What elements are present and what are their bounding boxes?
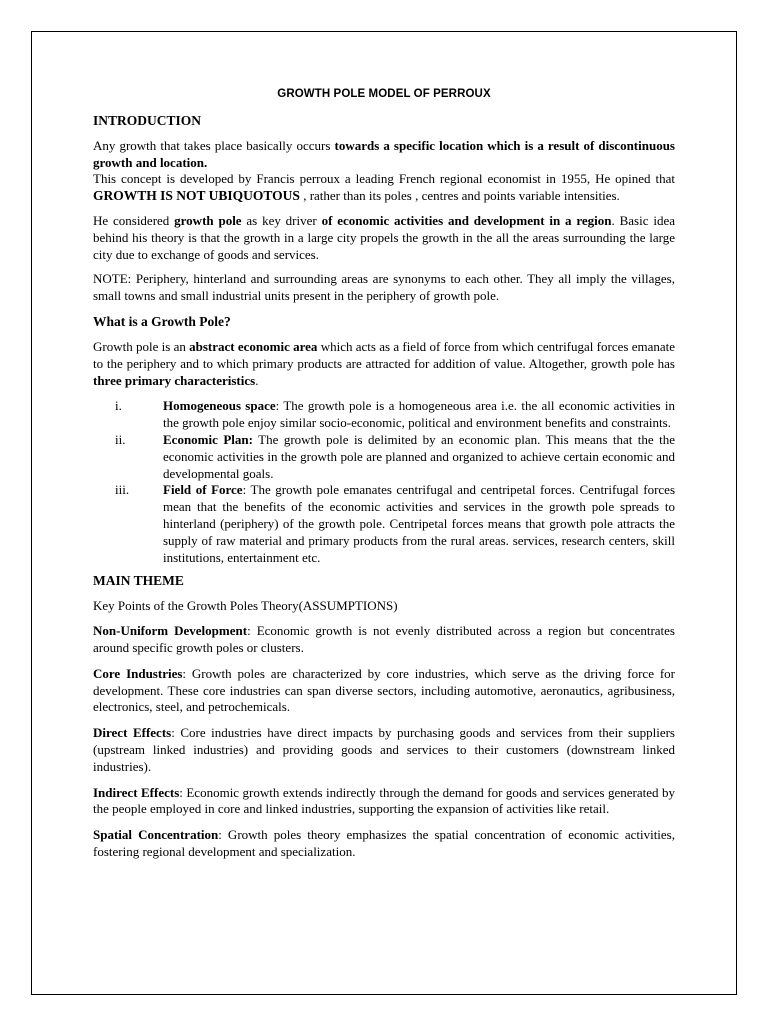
characteristic-text: The growth pole is delimited by an economic plan. This means that the the economic activities in the growth pole are planned and organized to achieve certain economic and developmental goals. [163, 431, 675, 481]
characteristic-term: Economic Plan: [163, 431, 253, 447]
intro-text: , rather than its poles , centres and points variable intensities. [299, 188, 620, 204]
characteristic-term: Homogeneous space [163, 398, 276, 414]
list-number: ii. [115, 431, 126, 447]
intro-paragraph-2 [93, 171, 675, 205]
list-number: i. [115, 398, 122, 414]
characteristic-item [93, 398, 675, 432]
key-point-term: Core Industries [93, 665, 183, 681]
what-is-paragraph [93, 339, 675, 389]
key-point-term: Spatial Concentration [93, 827, 219, 843]
intro-text: This concept is developed by Francis perroux a leading French regional economist in 1955, He opined that [93, 171, 675, 187]
document-body [93, 86, 675, 870]
body-text: . [255, 372, 259, 388]
characteristic-term: Field of Force [163, 482, 243, 498]
key-point-text: : Economic growth is not evenly distributed across a region but concentrates around specific growth poles or clusters. [93, 623, 675, 655]
note-paragraph: NOTE: Periphery, hinterland and surrounding areas are synonyms to each other. They all imply the villages, small towns and small industrial units present in the periphery of growth pole. [93, 271, 675, 304]
key-point-paragraph [93, 785, 675, 819]
key-point-paragraph [93, 827, 675, 861]
key-point-paragraph [93, 725, 675, 775]
key-point-text: : Core industries have direct impacts by purchasing goods and services from their suppliers (upstream linked industries) and providing goods and services to their customers (downstream linked industries). [93, 725, 675, 774]
list-number: iii. [115, 482, 130, 498]
intro-paragraph-1 [93, 138, 675, 172]
intro-text: Any growth that takes place basically occurs [93, 137, 335, 153]
key-point-paragraph [93, 666, 675, 716]
key-point-text: : Economic growth extends indirectly through the demand for goods and services generated by the people employed in core and linked industries, supporting the expansion of activities like retail. [93, 784, 676, 817]
characteristic-text: : The growth pole emanates centrifugal and centripetal forces. Centrifugal forces mean that the benefits of the economic activities and services in the growth pole spreads to hinterland (periphery) of the growth pole. Centripetal forces means that growth pole attracts the supply of raw material and primary products from the rural areas. services, research centers, skill institutions, entertainment etc. [163, 482, 676, 565]
key-point-term: Indirect Effects [93, 784, 180, 800]
document-title: GROWTH POLE MODEL OF PERROUX [277, 88, 491, 100]
key-points-line: Key Points of the Growth Poles Theory(ASSUMPTIONS) [93, 598, 398, 614]
bold-text: three primary characteristics [93, 372, 256, 388]
characteristic-item [93, 432, 675, 482]
characteristics-list [93, 398, 675, 566]
what-is-growth-pole-heading: What is a Growth Pole? [93, 313, 231, 329]
intro-text: . Basic idea behind his theory is that the growth in a large city propels the growth in the all the areas surrounding the large city due to exchange of goods and services. [93, 212, 675, 262]
intro-bold-text: of economic activities and development in a region [321, 212, 612, 228]
characteristic-item [93, 482, 675, 566]
intro-bold-text: growth pole [174, 212, 242, 228]
key-point-paragraph [93, 623, 675, 657]
key-point-term: Non-Uniform Development [93, 623, 248, 639]
intro-emphasis: GROWTH IS NOT UBIQUOTOUS [93, 188, 300, 204]
intro-text: He considered [93, 212, 175, 228]
key-point-text: : Growth poles are characterized by core industries, which serve as the driving force for development. These core industries can span diverse sectors, including automotive, aeronautics, agribusiness, electronics, steel, and petrochemicals. [93, 665, 676, 715]
body-text: Growth pole is an [93, 338, 190, 354]
main-theme-heading: MAIN THEME [93, 573, 184, 589]
key-point-term: Direct Effects [93, 725, 172, 741]
bold-text: abstract economic area [189, 338, 318, 354]
key-point-text: : Growth poles theory emphasizes the spatial concentration of economic activities, fostering regional development and specialization. [93, 827, 675, 859]
intro-text: as key driver [241, 212, 322, 228]
intro-bold-text: towards a specific location which is a result of discontinuous growth and location. [93, 137, 675, 170]
introduction-heading: INTRODUCTION [93, 112, 202, 128]
intro-paragraph-3 [93, 213, 675, 263]
characteristic-text: : The growth pole is a homogeneous area i.e. the all economic activities in the growth pole enjoy similar socio-economic, political and environment benefits and constraints. [163, 398, 675, 431]
body-text: which acts as a field of force from which centrifugal forces emanate to the periphery and to which primary products are attracted for addition of value. Altogether, growth pole has [93, 338, 675, 371]
